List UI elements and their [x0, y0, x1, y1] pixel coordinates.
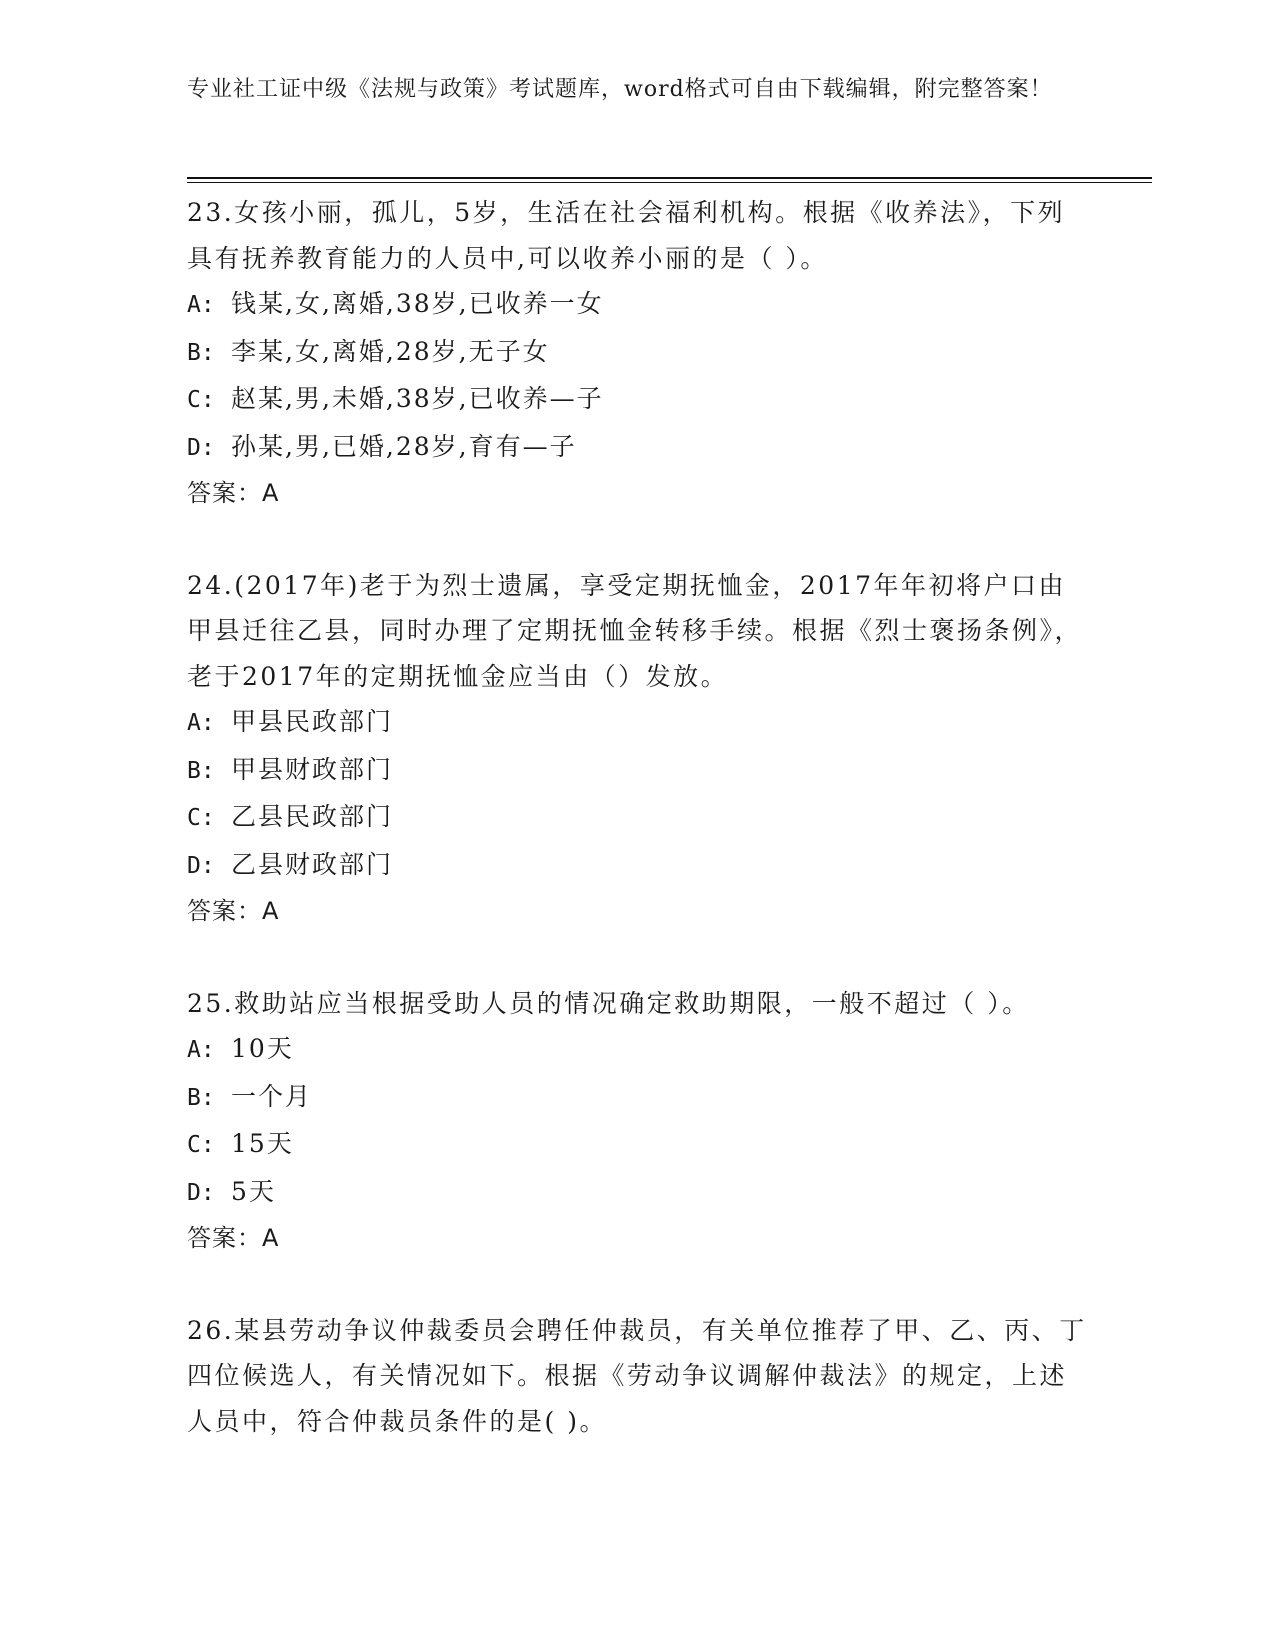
option-letter: A: — [187, 1037, 215, 1063]
document-header: 专业社工证中级《法规与政策》考试题库，word格式可自由下载编辑，附完整答案！ — [187, 77, 1053, 102]
option-a — [187, 281, 1087, 329]
option-letter: C: — [187, 805, 215, 831]
option-c — [187, 794, 1087, 842]
option-text: 甲县民政部门 — [231, 707, 394, 736]
option-a — [187, 699, 1087, 747]
option-letter: C: — [187, 387, 215, 413]
answer-line: 答案：A — [187, 897, 280, 925]
option-a — [187, 1026, 1087, 1074]
question-spacer — [187, 517, 1087, 563]
option-b — [187, 329, 1087, 377]
question-25 — [187, 981, 1087, 1262]
question-spacer — [187, 935, 1087, 981]
option-text: 乙县民政部门 — [231, 802, 394, 831]
option-b — [187, 747, 1087, 795]
question-24 — [187, 563, 1087, 935]
option-text: 15天 — [231, 1129, 294, 1158]
option-letter: D: — [187, 434, 215, 461]
option-d — [187, 842, 1087, 890]
option-text: 孙某,男,已婚,28岁,育有—子 — [231, 431, 577, 461]
option-letter: B: — [187, 1084, 215, 1111]
option-text: 10天 — [231, 1034, 294, 1063]
option-letter: D: — [187, 852, 215, 879]
option-text: 一个月 — [231, 1081, 313, 1111]
option-text: 甲县财政部门 — [231, 754, 394, 784]
option-text: 乙县财政部门 — [231, 849, 394, 879]
option-letter: A: — [187, 292, 215, 318]
answer-line: 答案：A — [187, 479, 280, 507]
option-b — [187, 1074, 1087, 1122]
question-stem: 26.某县劳动争议仲裁委员会聘任仲裁员，有关单位推荐了甲、乙、丙、丁四位候选人，有关情况如下。根据《劳动争议调解仲裁法》的规定，上述人员中，符合仲裁员条件的是( )。 — [187, 1315, 1087, 1436]
question-list — [187, 190, 1087, 1444]
question-spacer — [187, 1262, 1087, 1308]
question-26 — [187, 1308, 1087, 1445]
option-text: 赵某,男,未婚,38岁,已收养—子 — [231, 384, 604, 413]
answer-line: 答案：A — [187, 1224, 280, 1252]
header-divider-thick — [187, 177, 1152, 179]
header-divider-thin — [187, 182, 1152, 183]
option-d — [187, 1169, 1087, 1217]
option-d — [187, 424, 1087, 472]
option-letter: C: — [187, 1132, 215, 1158]
question-stem: 25.救助站应当根据受助人员的情况确定救助期限，一般不超过（ ）。 — [187, 988, 1030, 1018]
option-text: 5天 — [231, 1176, 276, 1206]
question-stem: 23.女孩小丽，孤儿，5岁，生活在社会福利机构。根据《收养法》，下列具有抚养教育能力的人员中,可以收养小丽的是（ ）。 — [187, 198, 1066, 273]
option-c — [187, 1121, 1087, 1169]
option-text: 钱某,女,离婚,38岁,已收养一女 — [231, 289, 604, 318]
option-letter: B: — [187, 339, 215, 366]
question-stem: 24.(2017年)老于为烈士遗属，享受定期抚恤金，2017年年初将户口由甲县迁往乙县，同时办理了定期抚恤金转移手续。根据《烈士褒扬条例》，老于2017年的定期抚恤金应当由（）发放。 — [187, 570, 1083, 691]
question-23 — [187, 190, 1087, 517]
option-text: 李某,女,离婚,28岁,无子女 — [231, 336, 550, 366]
option-c — [187, 376, 1087, 424]
option-letter: B: — [187, 757, 215, 784]
option-letter: D: — [187, 1179, 215, 1206]
option-letter: A: — [187, 710, 215, 736]
